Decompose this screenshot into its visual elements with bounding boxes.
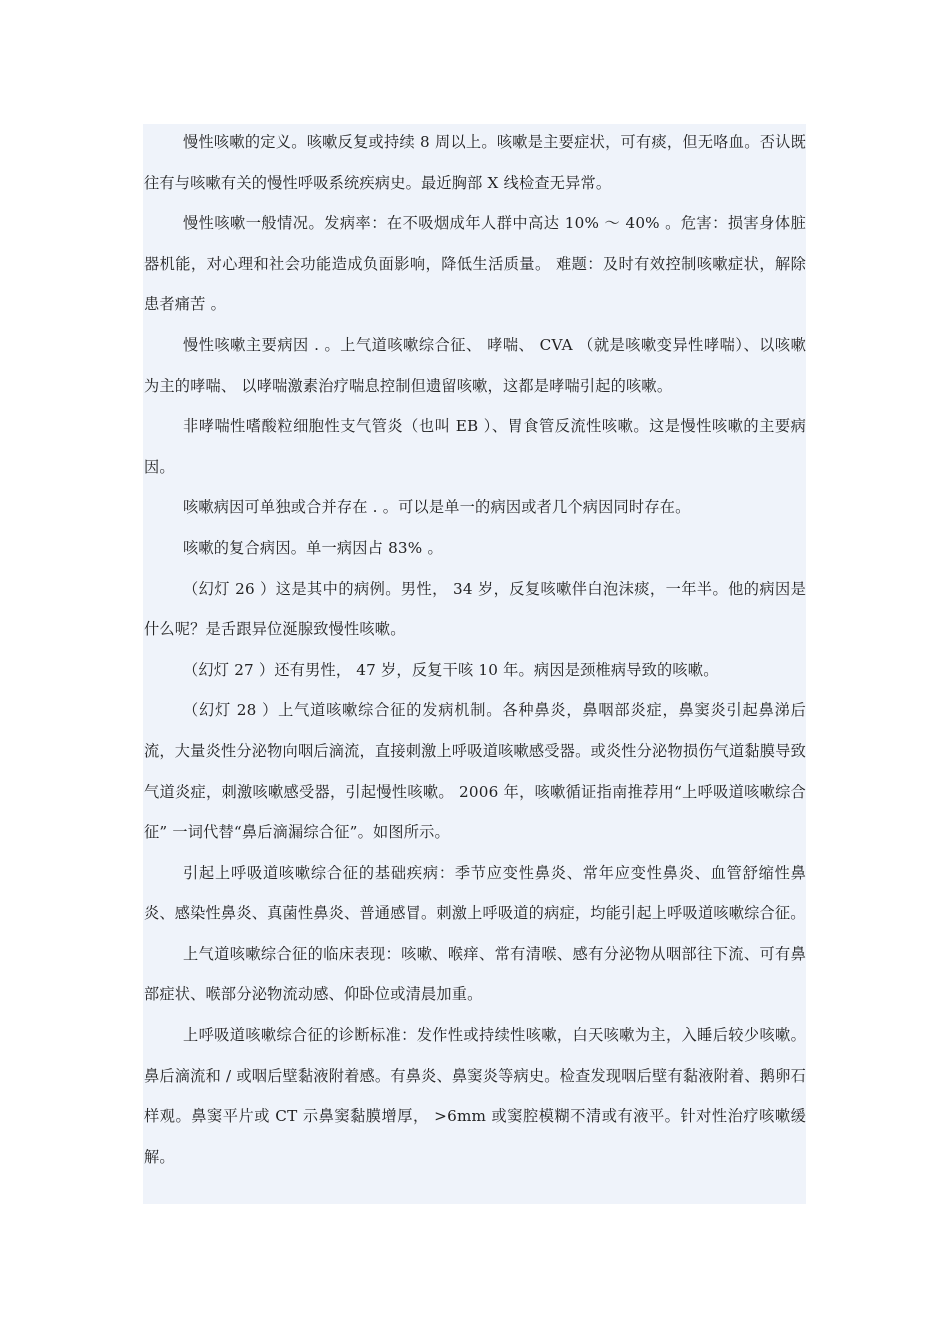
paragraph-definition: 慢性咳嗽的定义。咳嗽反复或持续 8 周以上。咳嗽是主要症状，可有痰，但无咯血。否认既往有与咳嗽有关的慢性呼吸系统疾病史。最近胸部 X 线检查无异常。 xyxy=(144,133,806,192)
paragraph-non-asthmatic: 非哮喘性嗜酸粒细胞性支气管炎（也叫 EB ）、胃食管反流性咳嗽。这是慢性咳嗽的主要病因。 xyxy=(144,417,806,476)
paragraph-underlying-diseases: 引起上呼吸道咳嗽综合征的基础疾病：季节应变性鼻炎、常年应变性鼻炎、血管舒缩性鼻炎、感染性鼻炎、真菌性鼻炎、普通感冒。刺激上呼吸道的病症，均能引起上呼吸道咳嗽综合征。 xyxy=(144,863,806,923)
paragraph-slide-28: （幻灯 28 ）上气道咳嗽综合征的发病机制。各种鼻炎，鼻咽部炎症，鼻窦炎引起鼻涕后流，大量炎性分泌物向咽后滴流，直接刺激上呼吸道咳嗽感受器。或炎性分泌物损伤气道黏膜导致气道炎症，刺激咳嗽感受器，引起慢性咳嗽。 2006 年，咳嗽循证指南推荐用“上呼吸道咳嗽综合征” 一词代替“鼻后滴漏综合征”。如图所示。 xyxy=(144,701,806,842)
paragraph-general-info: 慢性咳嗽一般情况。发病率：在不吸烟成年人群中高达 10% ～ 40% 。危害：损害身体脏器机能，对心理和社会功能造成负面影响，降低生活质量。 难题：及时有效控制咳嗽症状，解除患者痛苦 。 xyxy=(144,214,806,314)
paragraph-complex-causes: 咳嗽的复合病因。单一病因占 83% 。 xyxy=(183,538,443,557)
paragraph-main-causes: 慢性咳嗽主要病因 . 。上气道咳嗽综合征、 哮喘、 CVA （就是咳嗽变异性哮喘）、以咳嗽为主的哮喘、 以哮喘激素治疗喘息控制但遗留咳嗽，这都是哮喘引起的咳嗽。 xyxy=(144,335,806,395)
paragraph-clinical-features: 上气道咳嗽综合征的临床表现：咳嗽、喉痒、常有清喉、感有分泌物从咽部往下流、可有鼻部症状、喉部分泌物流动感、仰卧位或清晨加重。 xyxy=(144,944,806,1004)
article-body xyxy=(144,122,806,1177)
paragraph-diagnostic-criteria: 上呼吸道咳嗽综合征的诊断标准：发作性或持续性咳嗽，白天咳嗽为主，入睡后较少咳嗽。鼻后滴流和 / 或咽后壁黏液附着感。有鼻炎、鼻窦炎等病史。检查发现咽后壁有黏液附着、鹅卵石样观。鼻窦平片或 CT 示鼻窦黏膜增厚， >6mm 或窦腔模糊不清或有液平。针对性治疗咳嗽缓解。 xyxy=(144,1026,806,1166)
paragraph-slide-26: （幻灯 26 ）这是其中的病例。男性， 34 岁，反复咳嗽伴白泡沫痰，一年半。他的病因是什么呢？是舌跟异位涎腺致慢性咳嗽。 xyxy=(144,579,806,639)
paragraph-slide-27: （幻灯 27 ）还有男性， 47 岁，反复干咳 10 年。病因是颈椎病导致的咳嗽。 xyxy=(183,660,719,679)
paragraph-combined-causes: 咳嗽病因可单独或合并存在 . 。可以是单一的病因或者几个病因同时存在。 xyxy=(183,498,691,517)
